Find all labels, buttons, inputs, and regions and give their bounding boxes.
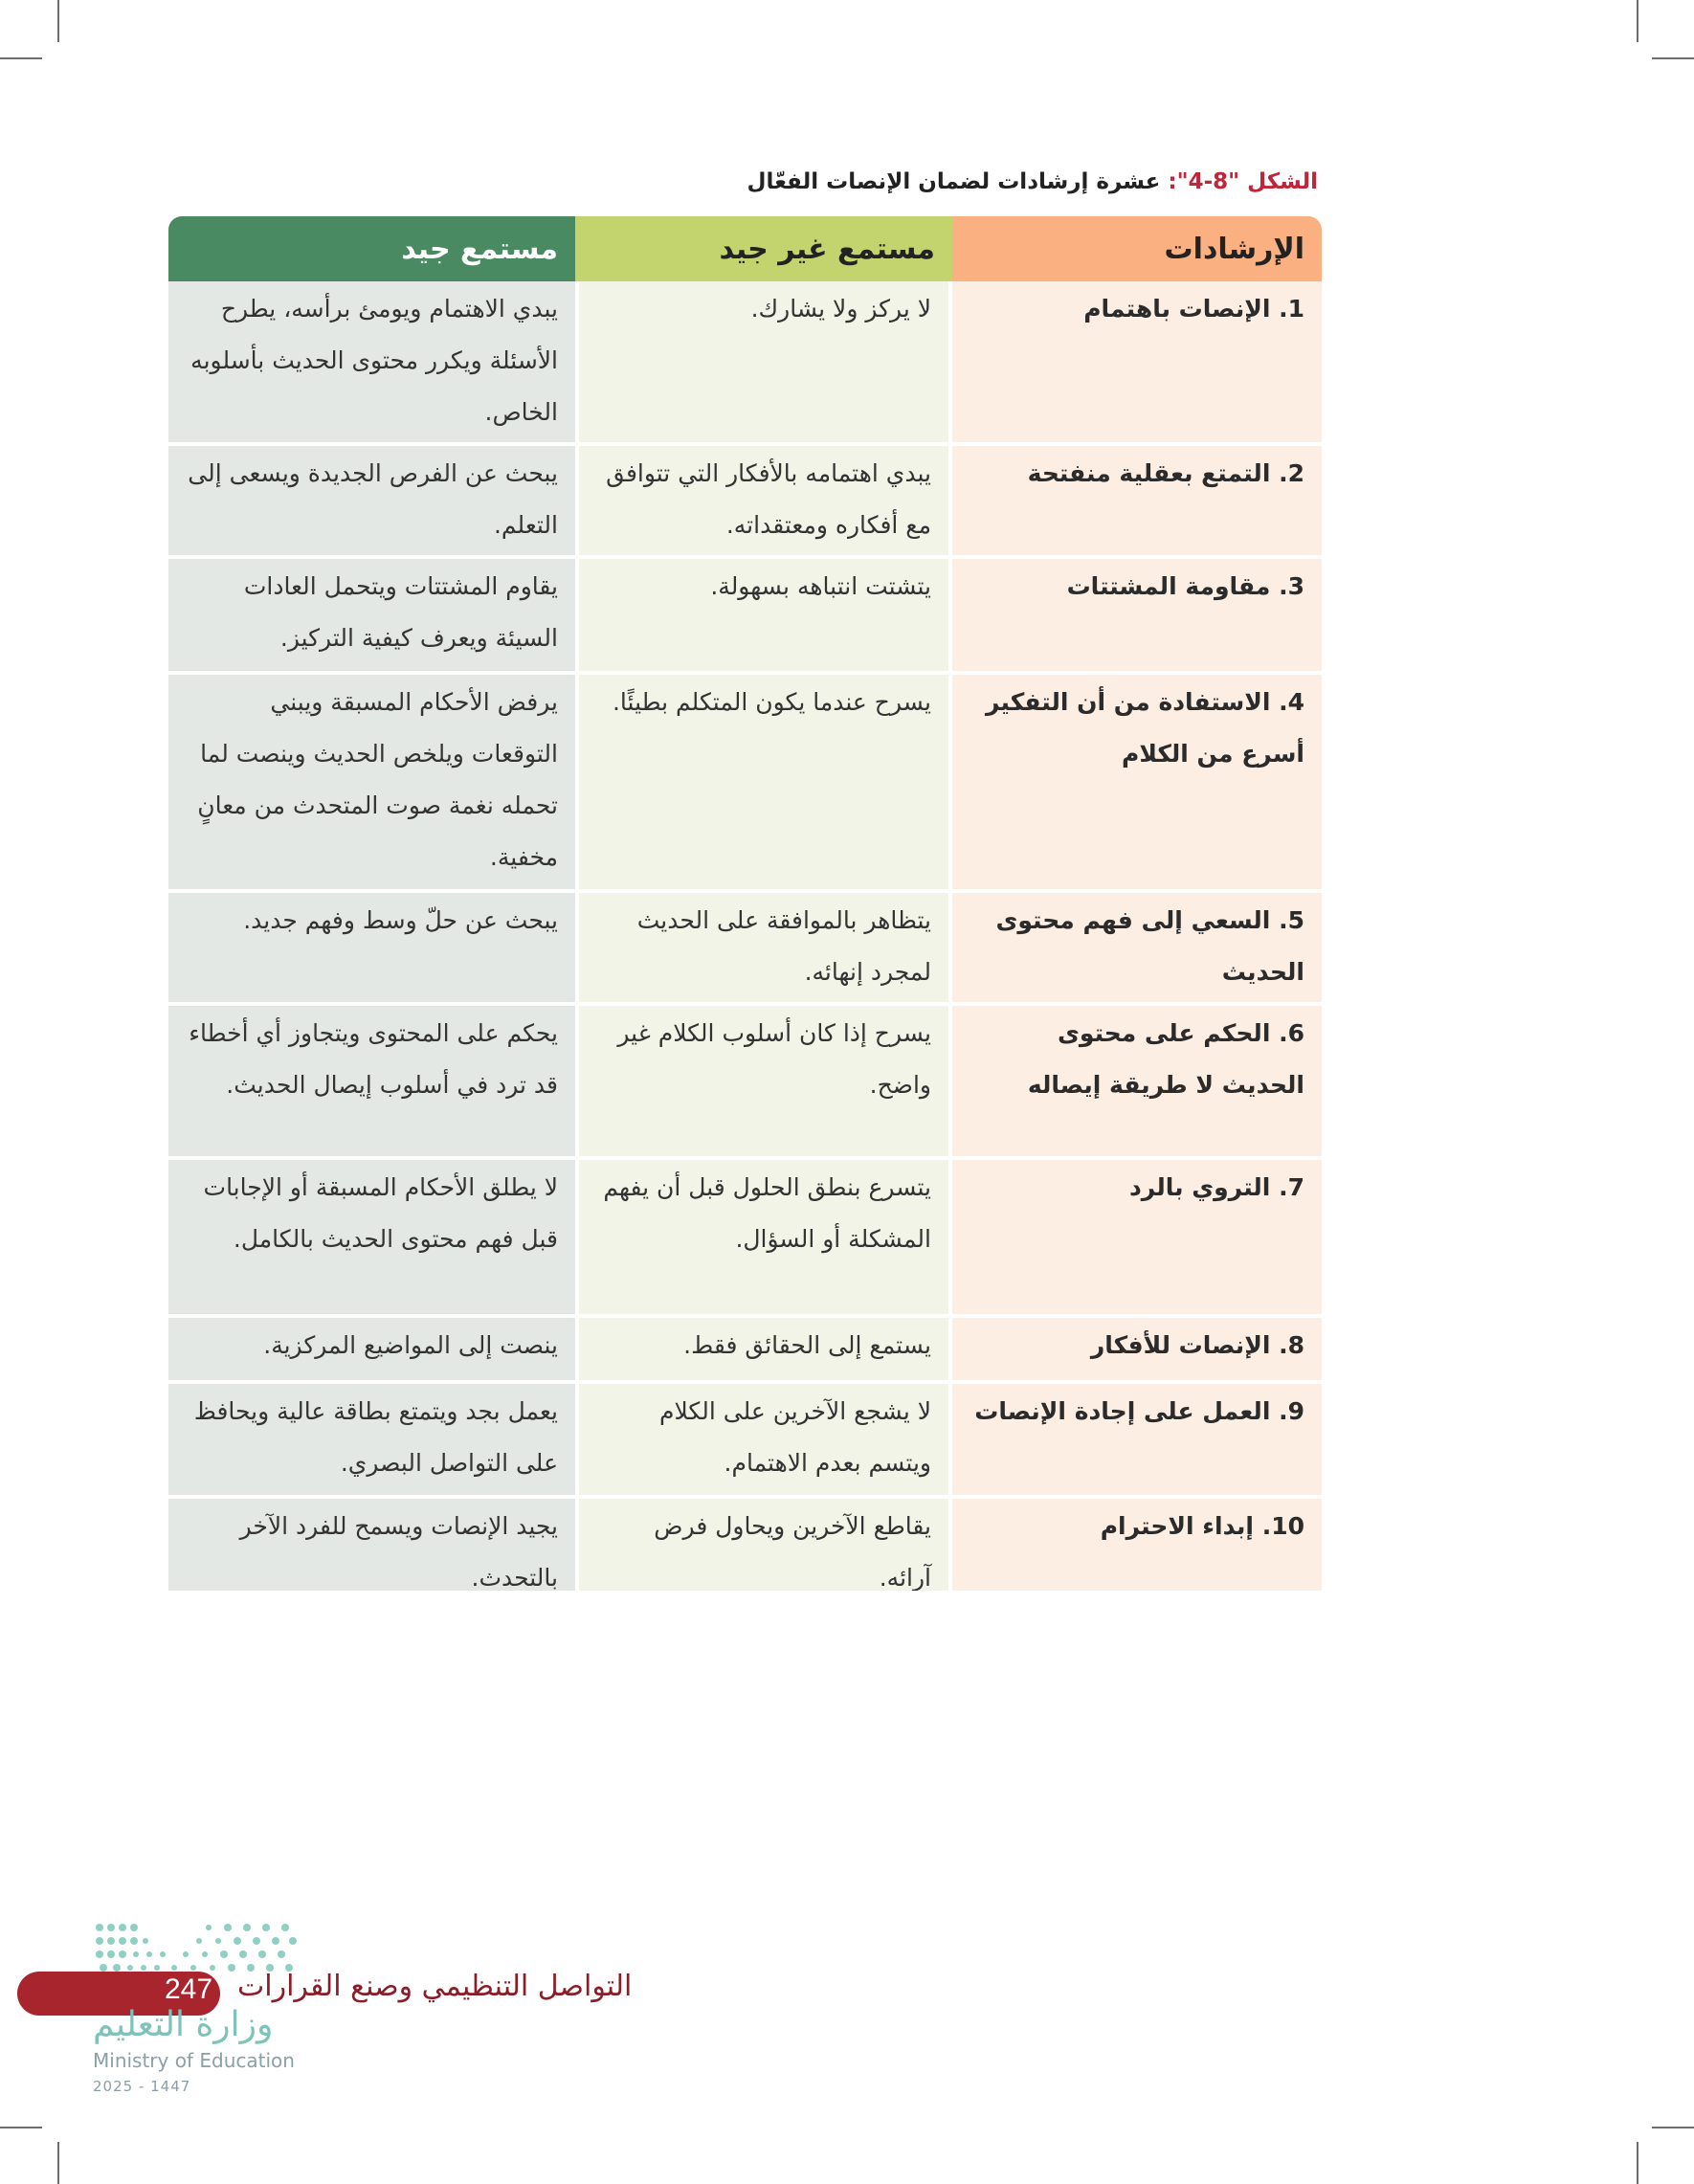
good-listener-cell: يبحث عن حلّ وسط وفهم جديد. <box>168 893 575 1006</box>
page-number: 247 <box>165 1973 213 2005</box>
good-listener-cell: يحكم على المحتوى ويتجاوز أي أخطاء قد ترد في أسلوب إيصال الحديث. <box>168 1006 575 1160</box>
good-listener-cell: يبحث عن الفرص الجديدة ويسعى إلى التعلم. <box>168 446 575 559</box>
table-row <box>168 1318 1322 1384</box>
tip-cell: 5. السعي إلى فهم محتوى الحديث <box>952 893 1322 1006</box>
table-row <box>168 1384 1322 1499</box>
tip-cell: 6. الحكم على محتوى الحديث لا طريقة إيصاله <box>952 1006 1322 1160</box>
table-header-row <box>168 216 1322 281</box>
good-listener-cell: يبدي الاهتمام ويومئ برأسه، يطرح الأسئلة ويكرر محتوى الحديث بأسلوبه الخاص. <box>168 281 575 446</box>
poor-listener-cell: يقاطع الآخرين ويحاول فرض آرائه. <box>575 1499 952 1591</box>
header-good-listener: مستمع جيد <box>168 216 575 281</box>
poor-listener-cell: يتسرع بنطق الحلول قبل أن يفهم المشكلة أو السؤال. <box>575 1160 952 1318</box>
table-row <box>168 675 1322 893</box>
poor-listener-cell: يستمع إلى الحقائق فقط. <box>575 1318 952 1384</box>
crop-mark <box>57 0 59 42</box>
poor-listener-cell: لا يركز ولا يشارك. <box>575 281 952 446</box>
good-listener-cell: يرفض الأحكام المسبقة ويبني التوقعات ويلخص الحديث وينصت لما تحمله نغمة صوت المتحدث من معانٍ مخفية. <box>168 675 575 893</box>
poor-listener-cell: يتظاهر بالموافقة على الحديث لمجرد إنهائه. <box>575 893 952 1006</box>
tip-cell: 3. مقاومة المشتتات <box>952 559 1322 675</box>
tip-cell: 4. الاستفادة من أن التفكير أسرع من الكلام <box>952 675 1322 893</box>
figure-label: الشكل "8-4": <box>1168 169 1318 194</box>
tip-cell: 9. العمل على إجادة الإنصات <box>952 1384 1322 1499</box>
table-row <box>168 893 1322 1006</box>
tip-cell: 7. التروي بالرد <box>952 1160 1322 1318</box>
poor-listener-cell: يبدي اهتمامه بالأفكار التي تتوافق مع أفكاره ومعتقداته. <box>575 446 952 559</box>
good-listener-cell: يعمل بجد ويتمتع بطاقة عالية ويحافظ على التواصل البصري. <box>168 1384 575 1499</box>
table-row <box>168 446 1322 559</box>
header-poor-listener: مستمع غير جيد <box>575 216 952 281</box>
figure-caption <box>747 169 1318 194</box>
table-row <box>168 1499 1322 1591</box>
ministry-name-english: Ministry of Education <box>93 2049 295 2072</box>
poor-listener-cell: لا يشجع الآخرين على الكلام ويتسم بعدم الاهتمام. <box>575 1384 952 1499</box>
crop-mark <box>1652 2127 1694 2128</box>
poor-listener-cell: يسرح إذا كان أسلوب الكلام غير واضح. <box>575 1006 952 1160</box>
guidelines-table-wrapper <box>168 216 1322 1591</box>
poor-listener-cell: يتشتت انتباهه بسهولة. <box>575 559 952 675</box>
table-row <box>168 559 1322 675</box>
crop-mark <box>1652 57 1694 59</box>
good-listener-cell: يقاوم المشتتات ويتحمل العادات السيئة ويعرف كيفية التركيز. <box>168 559 575 675</box>
ministry-name-arabic: وزارة التعليم <box>93 2005 274 2044</box>
tip-cell: 8. الإنصات للأفكار <box>952 1318 1322 1384</box>
guidelines-table <box>168 216 1322 1591</box>
good-listener-cell: ينصت إلى المواضيع المركزية. <box>168 1318 575 1384</box>
table-row <box>168 1006 1322 1160</box>
crop-mark <box>1637 2142 1638 2184</box>
tip-cell: 1. الإنصات باهتمام <box>952 281 1322 446</box>
good-listener-cell: لا يطلق الأحكام المسبقة أو الإجابات قبل فهم محتوى الحديث بالكامل. <box>168 1160 575 1318</box>
table-row <box>168 281 1322 446</box>
tip-cell: 2. التمتع بعقلية منفتحة <box>952 446 1322 559</box>
tip-cell: 10. إبداء الاحترام <box>952 1499 1322 1591</box>
book-title: التواصل التنظيمي وصنع القرارات <box>237 1970 633 2003</box>
poor-listener-cell: يسرح عندما يكون المتكلم بطيئًا. <box>575 675 952 893</box>
good-listener-cell: يجيد الإنصات ويسمح للفرد الآخر بالتحدث. <box>168 1499 575 1591</box>
table-row <box>168 1160 1322 1318</box>
figure-title: عشرة إرشادات لضمان الإنصات الفعّال <box>747 169 1161 194</box>
header-guidelines: الإرشادات <box>952 216 1322 281</box>
edition-year: 2025 - 1447 <box>93 2078 191 2095</box>
crop-mark <box>0 57 42 59</box>
crop-mark <box>57 2142 59 2184</box>
crop-mark <box>0 2127 42 2128</box>
crop-mark <box>1637 0 1638 42</box>
